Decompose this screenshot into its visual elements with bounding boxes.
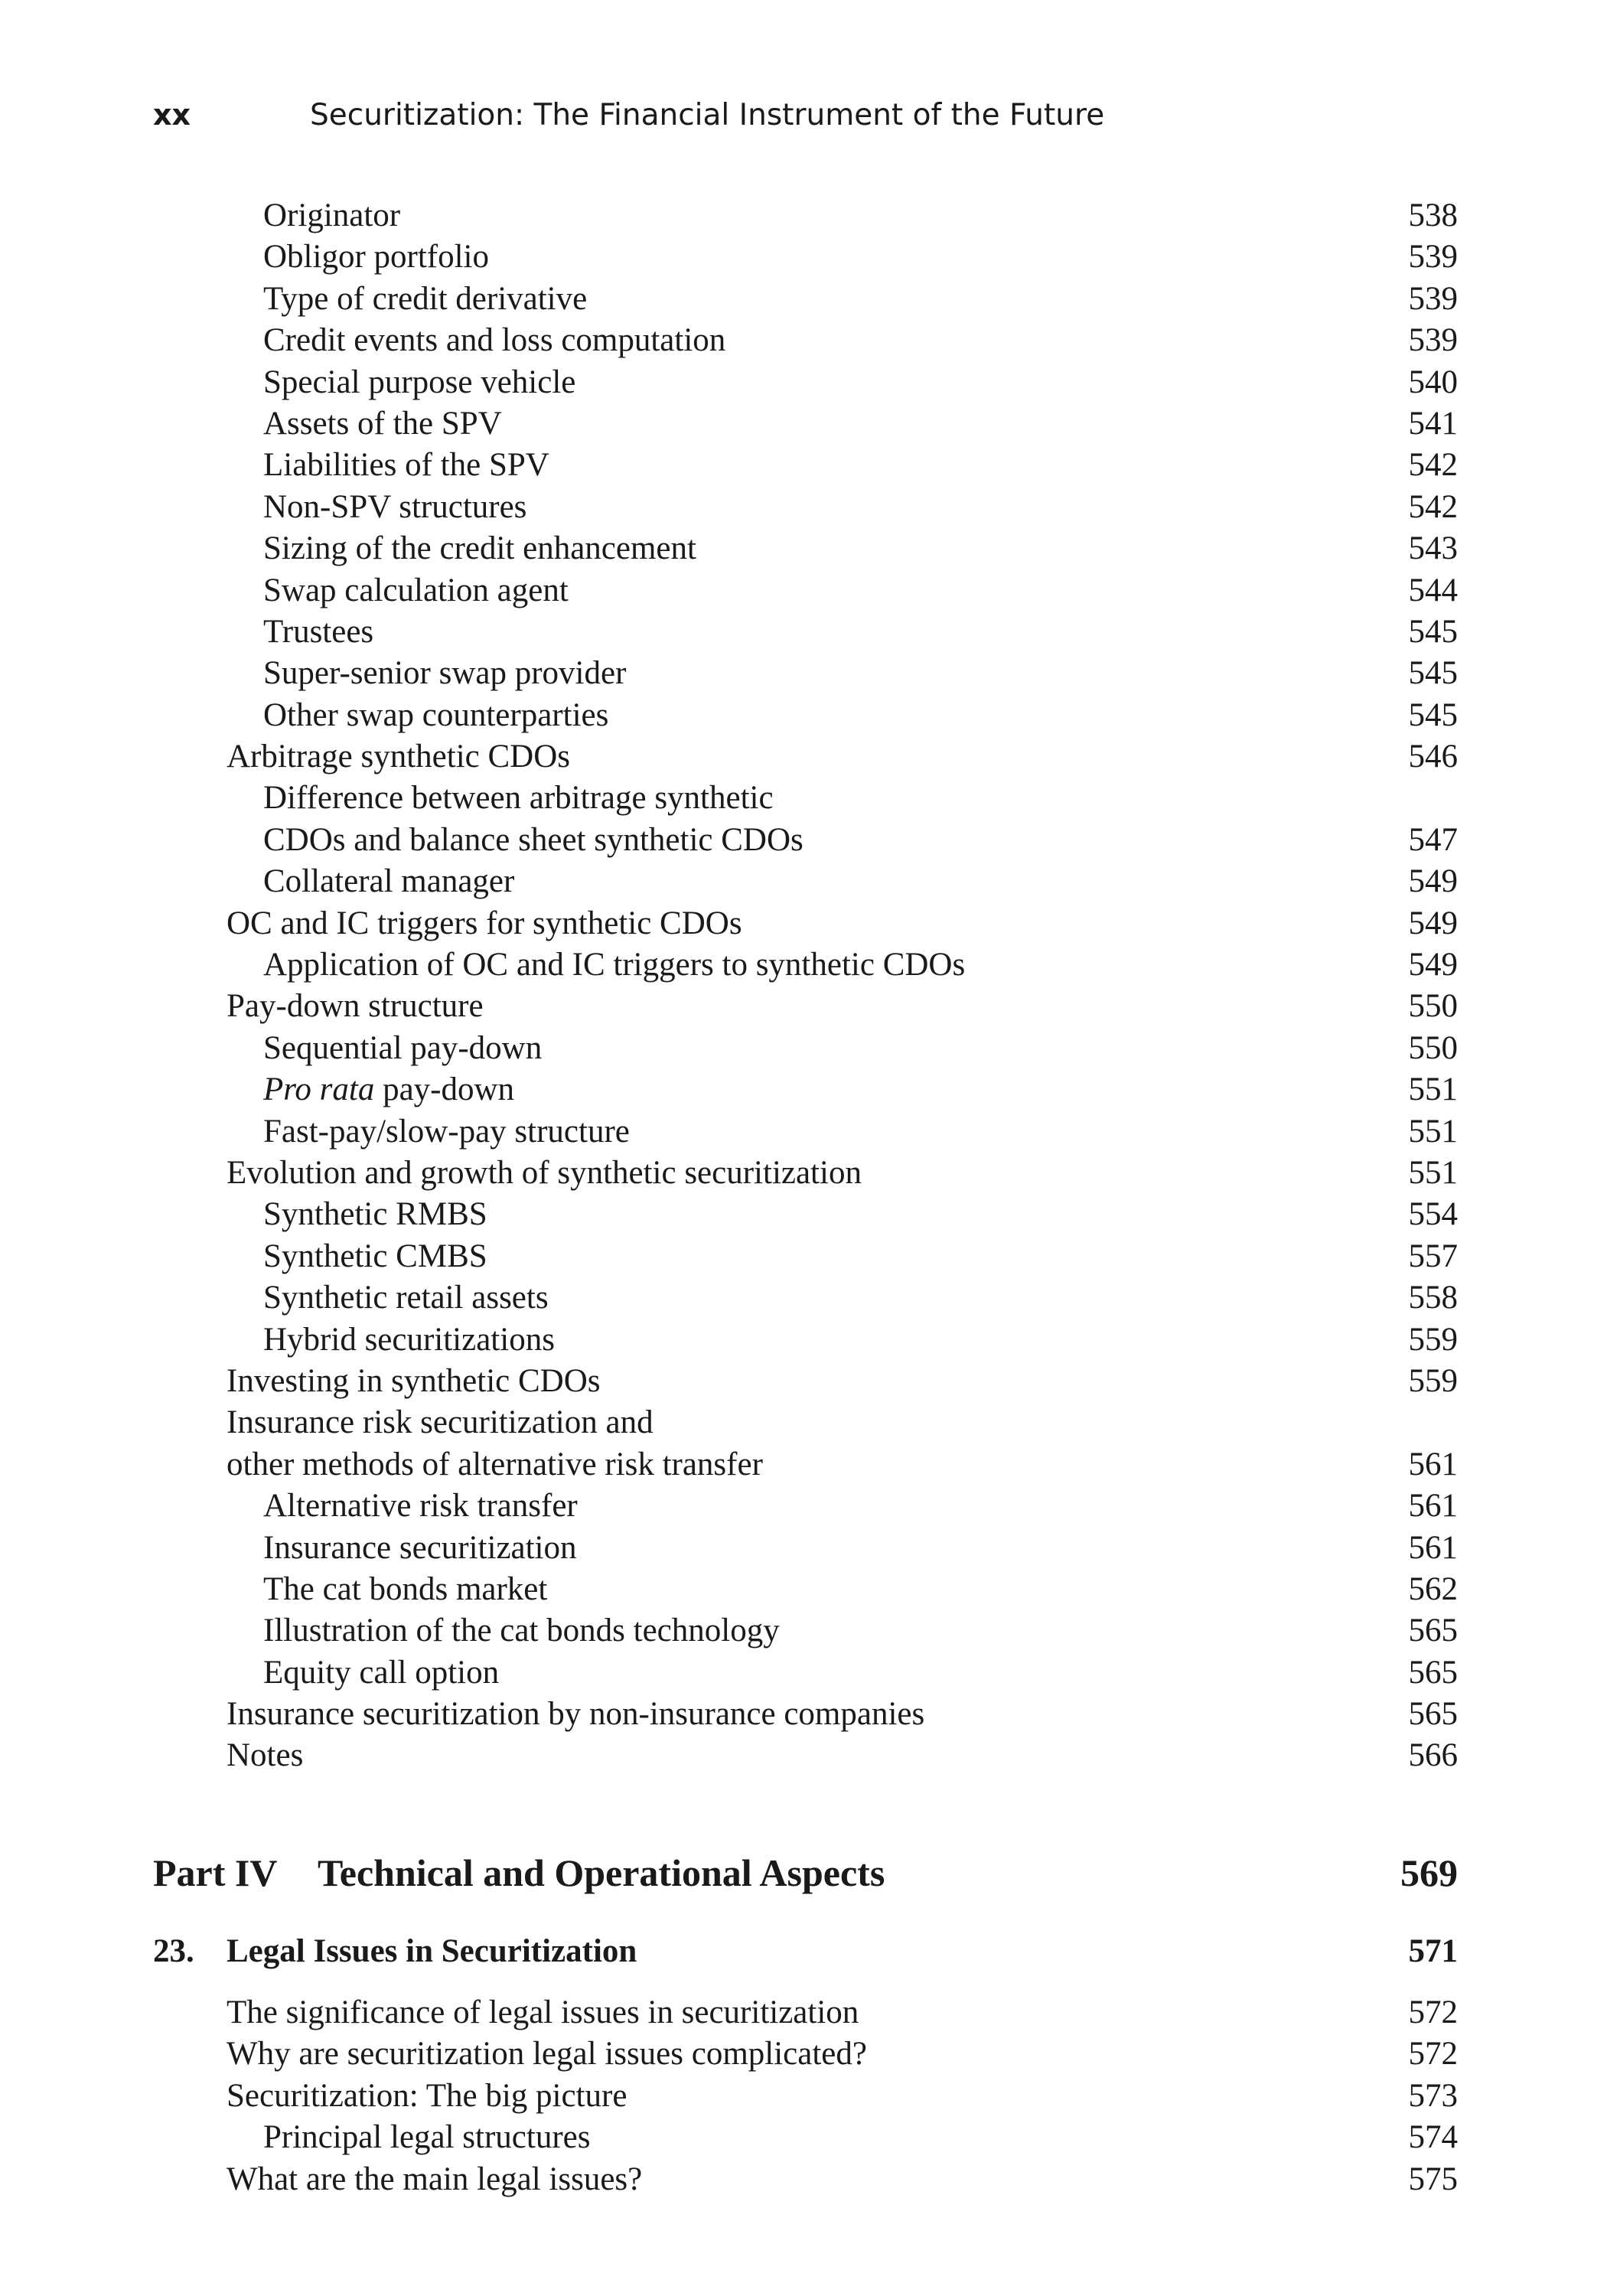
toc-entry-title: Other swap counterparties <box>263 696 609 733</box>
toc-entry-title: Sequential pay-down <box>263 1029 543 1066</box>
toc-entry <box>153 1028 1458 1069</box>
toc-entry <box>153 778 1458 819</box>
toc-entry-title: Liabilities of the SPV <box>263 447 549 484</box>
toc-entry <box>153 1992 1458 2033</box>
toc-entry <box>153 236 1458 278</box>
toc-entry <box>153 445 1458 486</box>
toc-entry <box>153 861 1458 902</box>
toc-entry-page: 554 <box>1408 1196 1458 1233</box>
toc-entry-title: Sizing of the credit enhancement <box>263 530 696 567</box>
toc-entry-page: 572 <box>1408 2036 1458 2073</box>
toc-entry-page: 565 <box>1408 1654 1458 1691</box>
toc-entry-page: 573 <box>1408 2077 1458 2114</box>
toc-entry-title: Synthetic CMBS <box>263 1238 487 1274</box>
toc-entry-page: 539 <box>1408 322 1458 359</box>
toc-entry-title: Difference between arbitrage synthetic <box>263 780 774 817</box>
toc-entry-page: 551 <box>1408 1154 1458 1191</box>
toc-entry-page: 551 <box>1408 1113 1458 1150</box>
toc-entry-title: Alternative risk transfer <box>263 1488 578 1525</box>
toc-entry <box>153 695 1458 736</box>
toc-entry-title: Swap calculation agent <box>263 572 569 608</box>
toc-entry-title: Evolution and growth of synthetic securitization <box>227 1154 862 1191</box>
toc-entry-page: 566 <box>1408 1737 1458 1774</box>
toc-entry <box>153 1319 1458 1361</box>
toc-entry-page: 565 <box>1408 1696 1458 1733</box>
toc-entry <box>153 1153 1458 1194</box>
toc-entry-title: Fast-pay/slow-pay structure <box>263 1113 630 1150</box>
chapter-page: 571 <box>1408 1933 1458 1969</box>
toc-entry <box>153 1652 1458 1694</box>
toc-entry-page: 550 <box>1408 988 1458 1025</box>
toc-entry-page: 562 <box>1408 1570 1458 1607</box>
toc-entry-page: 557 <box>1408 1238 1458 1274</box>
toc-entry-title: Trustees <box>263 613 374 650</box>
toc-entry-title: Investing in synthetic CDOs <box>227 1362 601 1399</box>
toc-entry <box>153 1111 1458 1153</box>
toc-entry-page: 550 <box>1408 1029 1458 1066</box>
toc-entry-title: Credit events and loss computation <box>263 322 726 359</box>
chapter-heading <box>153 1930 1458 1973</box>
toc-entry-title: Principal legal structures <box>263 2119 591 2156</box>
toc-entry-title: Special purpose vehicle <box>263 364 576 400</box>
toc-entry-page: 545 <box>1408 655 1458 692</box>
toc-entry <box>153 1194 1458 1235</box>
toc-entry <box>153 653 1458 694</box>
toc-entry-page: 538 <box>1408 197 1458 233</box>
toc-entry-page: 540 <box>1408 364 1458 400</box>
toc-entry-title: Originator <box>263 197 401 233</box>
toc-entry <box>153 903 1458 944</box>
toc-entry-page: 545 <box>1408 696 1458 733</box>
toc-entry-page: 559 <box>1408 1362 1458 1399</box>
toc-entry <box>153 403 1458 445</box>
toc-entry-page: 559 <box>1408 1321 1458 1358</box>
toc-entry-page: 549 <box>1408 905 1458 941</box>
toc-entry <box>153 279 1458 320</box>
toc-entry-title: Super-senior swap provider <box>263 655 627 692</box>
toc-entry-title: CDOs and balance sheet synthetic CDOs <box>263 821 804 858</box>
chapter-number: 23. <box>153 1933 194 1969</box>
toc-entry-title: The significance of legal issues in securitization <box>227 1994 859 2030</box>
toc-entry-title: Synthetic retail assets <box>263 1280 549 1316</box>
toc-entry <box>153 1361 1458 1402</box>
toc-entry-title: Hybrid securitizations <box>263 1321 555 1358</box>
toc-entry-title: The cat bonds market <box>263 1570 548 1607</box>
toc-entry <box>153 1069 1458 1110</box>
toc-entry <box>153 2076 1458 2117</box>
toc-entry-page: 574 <box>1408 2119 1458 2156</box>
toc-entry-title: Arbitrage synthetic CDOs <box>227 739 571 775</box>
chapter-section-list <box>153 1992 1458 2200</box>
toc-entry-title: Why are securitization legal issues complicated? <box>227 2036 867 2073</box>
toc-entry-page: 542 <box>1408 447 1458 484</box>
toc-entry-title: Application of OC and IC triggers to synthetic CDOs <box>263 947 966 983</box>
toc-entry-page: 572 <box>1408 1994 1458 2030</box>
toc-entry <box>153 487 1458 528</box>
toc-entry-page: 544 <box>1408 572 1458 608</box>
toc-entry-page: 539 <box>1408 239 1458 276</box>
toc-entry-title: Notes <box>227 1737 304 1774</box>
toc-entry <box>153 736 1458 778</box>
toc-entry-title: Assets of the SPV <box>263 405 502 442</box>
part-page: 569 <box>1400 1851 1458 1894</box>
chapter-title: Legal Issues in Securitization <box>227 1933 637 1969</box>
toc-entry-page: 542 <box>1408 488 1458 525</box>
toc-entry <box>153 1610 1458 1652</box>
toc-entry <box>153 1277 1458 1319</box>
toc-entry-title-italic: Pro rata <box>263 1071 375 1108</box>
toc-entry <box>153 944 1458 986</box>
toc-entry-page: 549 <box>1408 863 1458 900</box>
toc-entry <box>153 1486 1458 1527</box>
toc-entry <box>153 528 1458 569</box>
toc-entry-page: 539 <box>1408 280 1458 317</box>
toc-section-list <box>153 195 1458 1777</box>
toc-entry-page: 546 <box>1408 739 1458 775</box>
part-title: Technical and Operational Aspects <box>318 1851 885 1894</box>
toc-entry-page: 547 <box>1408 821 1458 858</box>
toc-entry-title: other methods of alternative risk transfer <box>227 1446 763 1482</box>
toc-entry <box>153 570 1458 612</box>
toc-entry-title: Securitization: The big picture <box>227 2077 627 2114</box>
toc-entry <box>153 1402 1458 1443</box>
toc-entry-page: 565 <box>1408 1613 1458 1649</box>
toc-entry <box>153 195 1458 236</box>
toc-entry-page: 551 <box>1408 1071 1458 1108</box>
toc-entry-title: What are the main legal issues? <box>227 2161 643 2197</box>
toc-entry <box>153 2117 1458 2158</box>
toc-entry <box>153 1694 1458 1735</box>
toc-entry-page: 561 <box>1408 1488 1458 1525</box>
toc-entry-title: Non-SPV structures <box>263 488 527 525</box>
toc-entry-title-rest: pay-down <box>374 1071 515 1108</box>
toc-entry <box>153 1236 1458 1277</box>
toc-entry-page: 561 <box>1408 1446 1458 1482</box>
toc-entry-page: 549 <box>1408 947 1458 983</box>
toc-entry-title: Insurance risk securitization and <box>227 1404 654 1441</box>
toc-entry <box>153 362 1458 403</box>
toc-entry-title: OC and IC triggers for synthetic CDOs <box>227 905 742 941</box>
toc-entry-title <box>263 1069 514 1110</box>
toc-entry <box>153 1444 1458 1486</box>
toc-entry-title: Insurance securitization <box>263 1529 577 1566</box>
toc-entry-title: Type of credit derivative <box>263 280 588 317</box>
toc-entry-title: Collateral manager <box>263 863 515 900</box>
toc-entry <box>153 320 1458 361</box>
toc-entry-page: 561 <box>1408 1529 1458 1566</box>
toc-entry-page: 575 <box>1408 2161 1458 2197</box>
toc-entry <box>153 2033 1458 2075</box>
running-header <box>153 98 1104 144</box>
toc-entry <box>153 1528 1458 1569</box>
toc-entry <box>153 612 1458 653</box>
toc-entry-page: 543 <box>1408 530 1458 567</box>
toc-entry-page: 541 <box>1408 405 1458 442</box>
toc-entry-page: 545 <box>1408 613 1458 650</box>
toc-entry-title: Synthetic RMBS <box>263 1196 487 1233</box>
toc-entry-title: Illustration of the cat bonds technology <box>263 1613 780 1649</box>
toc-entry-title: Equity call option <box>263 1654 500 1691</box>
page-folio: xx <box>153 98 191 132</box>
toc-entry <box>153 820 1458 861</box>
toc-entry-page: 558 <box>1408 1280 1458 1316</box>
toc-entry <box>153 986 1458 1027</box>
toc-entry-title: Pay-down structure <box>227 988 484 1025</box>
toc-entry <box>153 1735 1458 1776</box>
part-heading <box>153 1848 1458 1897</box>
toc-entry-title: Insurance securitization by non-insurance companies <box>227 1696 925 1733</box>
book-title: Securitization: The Financial Instrument of the Future <box>310 98 1105 132</box>
toc-entry <box>153 1569 1458 1610</box>
toc-entry-title: Obligor portfolio <box>263 239 489 276</box>
part-label: Part IV <box>153 1851 278 1894</box>
toc-entry <box>153 2159 1458 2200</box>
